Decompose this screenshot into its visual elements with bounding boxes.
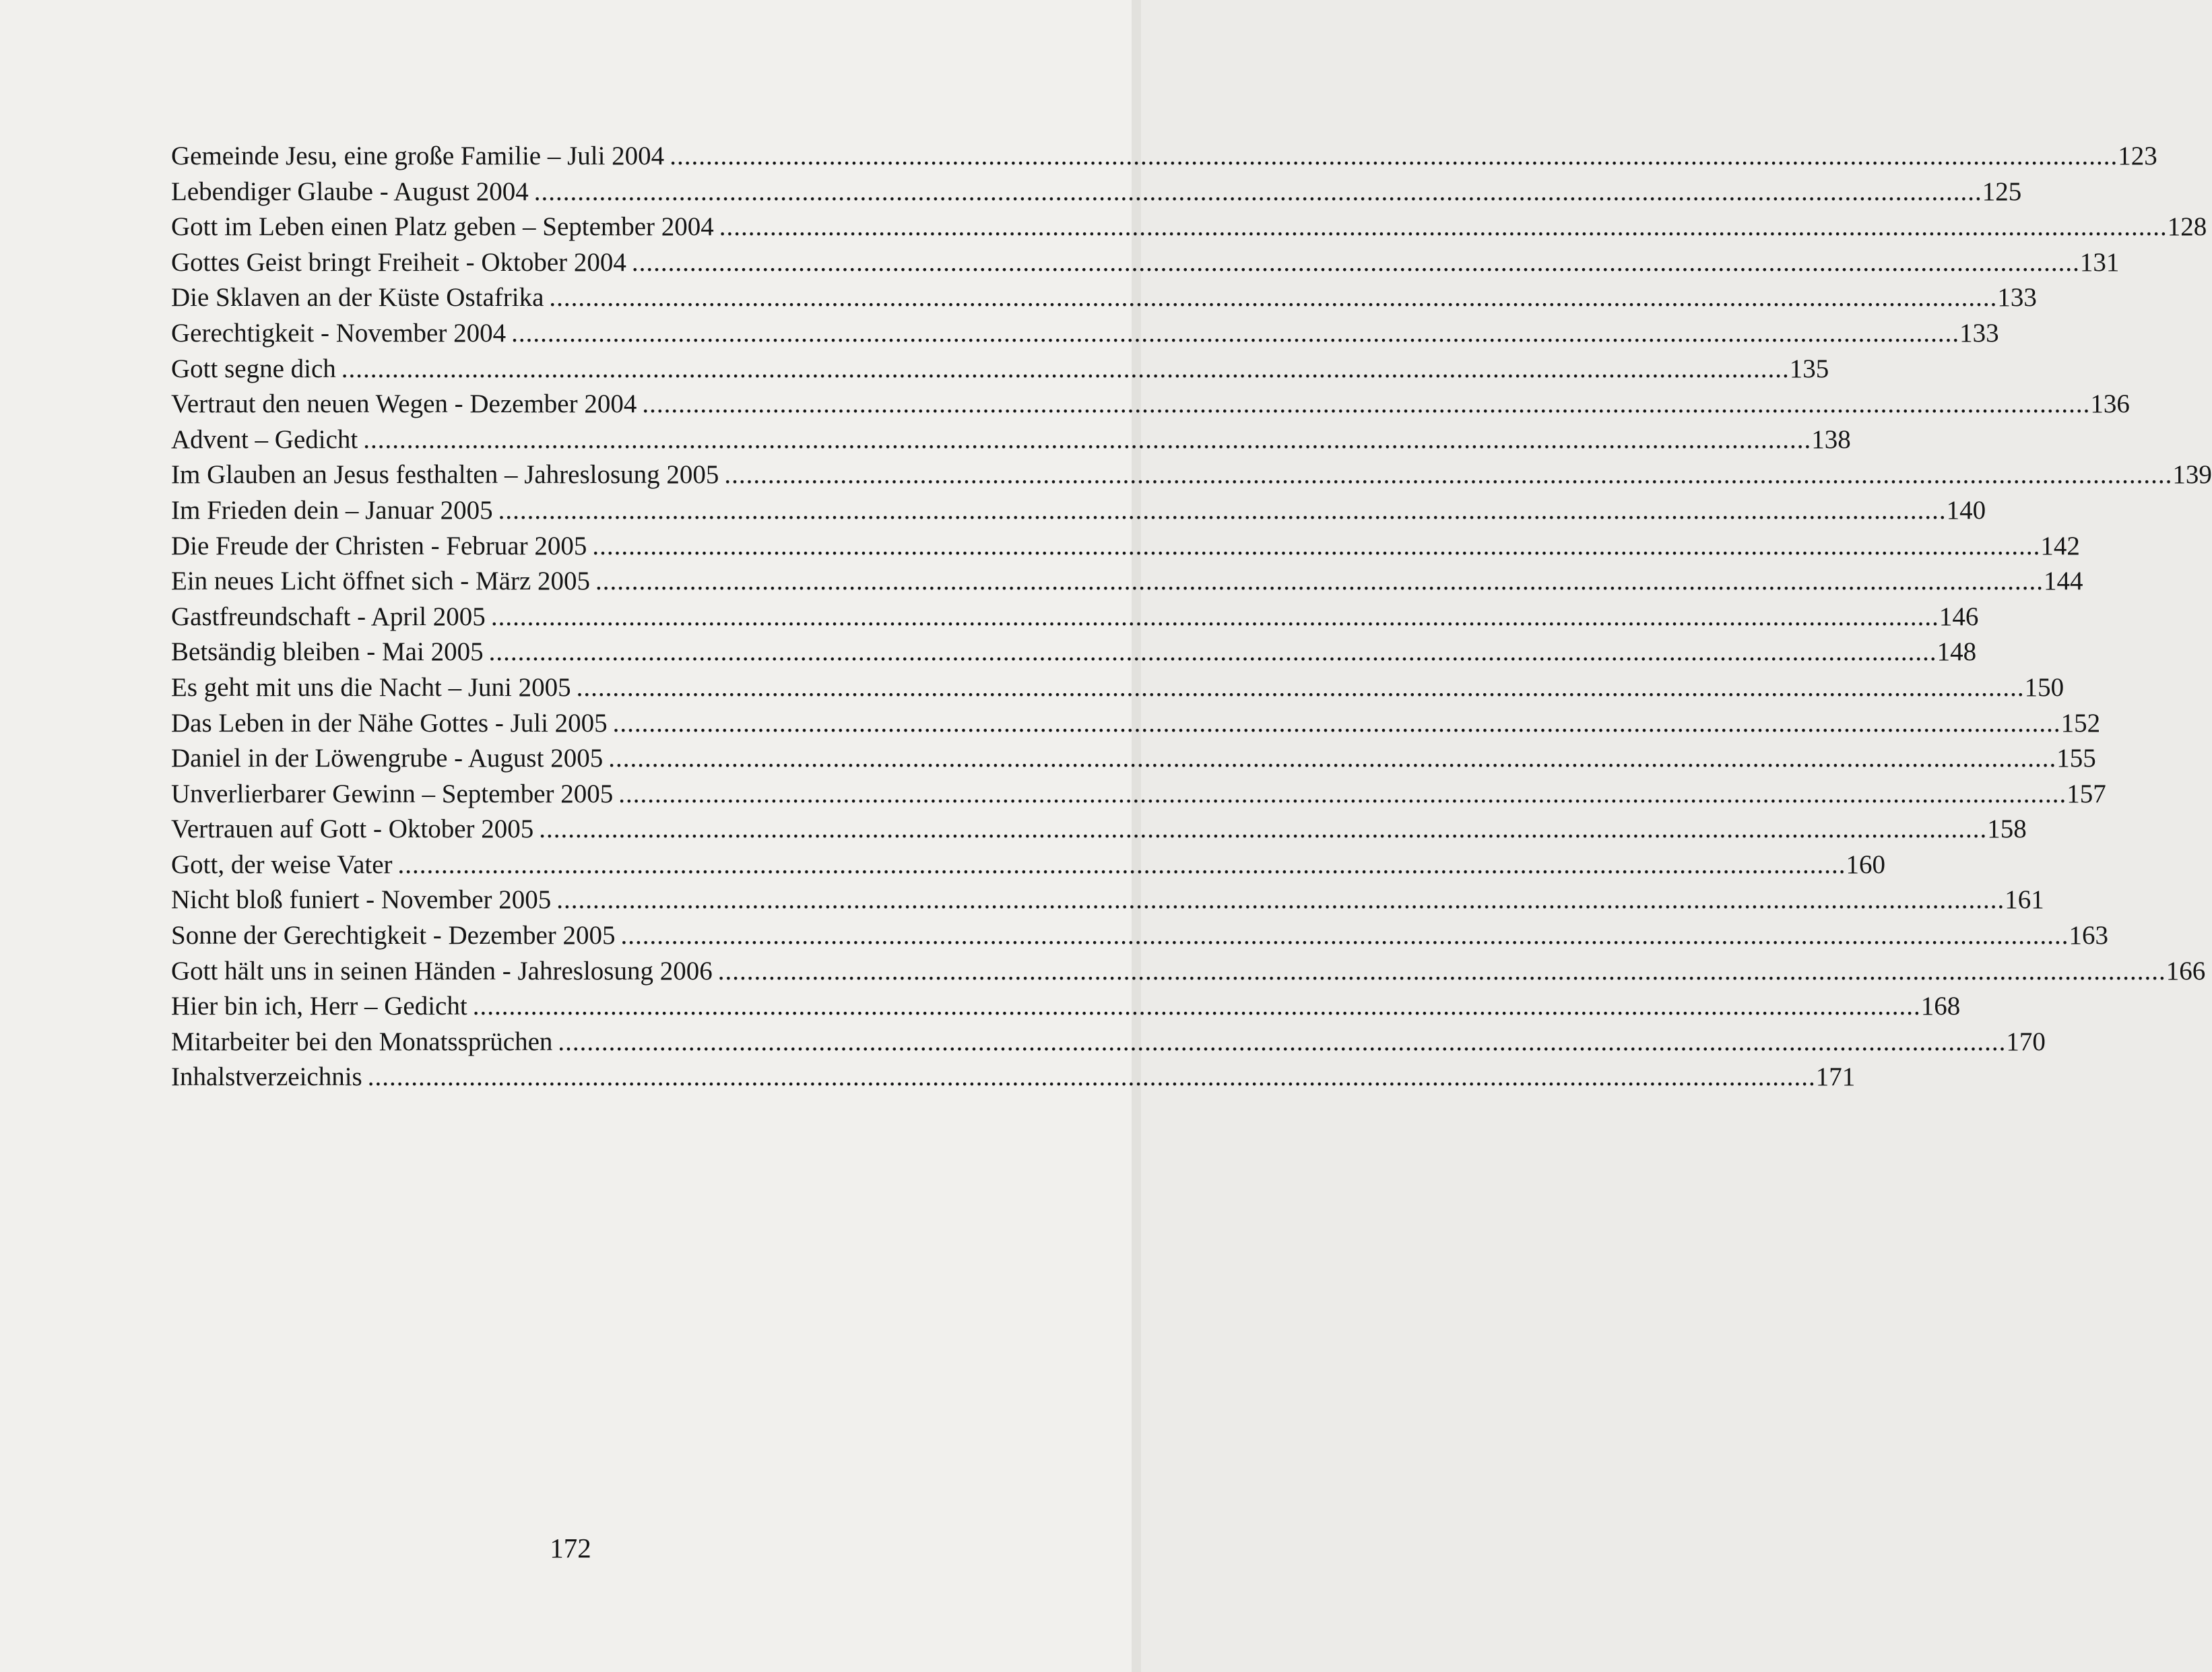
toc-dot-leader: ........................................................................................................................................................................................................	[363, 424, 1812, 454]
toc-entry	[171, 635, 1977, 670]
toc-entry-page: 148	[1937, 637, 1977, 667]
toc-dot-leader: ........................................................................................................................................................................................................	[608, 744, 2057, 773]
toc-entry	[171, 245, 2120, 281]
toc-entry-title: Nicht bloß funiert - November 2005	[171, 885, 552, 915]
toc-entry-page: 144	[2044, 567, 2083, 596]
toc-entry	[171, 280, 2037, 316]
toc-entry-title: Gemeinde Jesu, eine große Familie – Juli 2004	[171, 141, 665, 170]
toc-entry-page: 150	[2024, 672, 2064, 702]
toc-entry-title: Gott hält uns in seinen Händen - Jahreslosung 2006	[171, 956, 713, 986]
toc-entry-title: Ein neues Licht öffnet sich - März 2005	[171, 567, 591, 596]
toc-entry-page: 166	[2166, 956, 2206, 986]
toc-entry	[171, 352, 1829, 387]
toc-entry	[171, 812, 2027, 847]
toc-entry	[171, 1060, 1856, 1095]
toc-entry-title: Hier bin ich, Herr – Gedicht	[171, 992, 467, 1021]
toc-entry-title: Daniel in der Löwengrube - August 2005	[171, 744, 604, 773]
toc-dot-leader: ........................................................................................................................................................................................................	[472, 992, 1921, 1021]
toc-dot-leader: ........................................................................................................................................................................................................	[618, 779, 2067, 808]
toc-entry-page: 171	[1815, 1062, 1856, 1092]
toc-entry	[171, 457, 2212, 493]
toc-entry-title: Gerechtigkeit - November 2004	[171, 318, 507, 348]
toc-entry-page: 133	[1959, 318, 1999, 348]
toc-entry-title: Betsändig bleiben - Mai 2005	[171, 637, 484, 667]
page-number: 172	[550, 1533, 591, 1564]
toc-dot-leader: ........................................................................................................................................................................................................	[642, 389, 2091, 419]
toc-dot-leader: ........................................................................................................................................................................................................	[533, 176, 1982, 206]
toc-entry	[171, 989, 1961, 1025]
toc-entry	[171, 174, 2022, 210]
toc-dot-leader: ........................................................................................................................................................................................................	[592, 531, 2041, 560]
toc-entry-title: Das Leben in der Nähe Gottes - Juli 2005	[171, 708, 608, 738]
toc-entry-title: Inhalstverzeichnis	[171, 1062, 362, 1092]
toc-entry	[171, 422, 1851, 458]
toc-entry	[171, 882, 2044, 918]
toc-dot-leader: ........................................................................................................................................................................................................	[670, 141, 2118, 170]
toc-entry-page: 138	[1811, 424, 1851, 454]
toc-entry	[171, 670, 2064, 706]
toc-dot-leader: ........................................................................................................................................................................................................	[724, 460, 2173, 490]
toc-entry-title: Sonne der Gerechtigkeit - Dezember 2005	[171, 921, 616, 951]
toc-entry-page: 160	[1846, 849, 1886, 879]
toc-entry-page: 161	[2005, 885, 2044, 915]
toc-entry-title: Im Frieden dein – Januar 2005	[171, 495, 493, 525]
toc-dot-leader: ........................................................................................................................................................................................................	[717, 956, 2166, 986]
toc-entry-title: Unverlierbarer Gewinn – September 2005	[171, 779, 614, 808]
toc-dot-leader: ........................................................................................................................................................................................................	[549, 283, 1998, 313]
toc-dot-leader: ........................................................................................................................................................................................................	[719, 212, 2168, 242]
toc-entry	[171, 210, 2207, 245]
toc-entry-title: Lebendiger Glaube - August 2004	[171, 176, 529, 206]
toc-dot-leader: ........................................................................................................................................................................................................	[612, 708, 2061, 738]
toc-entry-title: Es geht mit uns die Nacht – Juni 2005	[171, 672, 571, 702]
toc-entry-page: 123	[2118, 141, 2157, 170]
toc-entry-title: Im Glauben an Jesus festhalten – Jahreslosung 2005	[171, 460, 719, 490]
toc-dot-leader: ........................................................................................................................................................................................................	[556, 885, 2005, 915]
toc-entry	[171, 777, 2106, 812]
toc-entry	[171, 564, 2083, 600]
toc-entry	[171, 316, 1999, 352]
toc-entry-title: Gottes Geist bringt Freiheit - Oktober 2004	[171, 247, 626, 277]
toc-entry-page: 135	[1789, 354, 1829, 383]
toc-dot-leader: ........................................................................................................................................................................................................	[558, 1027, 2007, 1056]
toc-entry	[171, 600, 1979, 635]
toc-entry-page: 168	[1920, 992, 1961, 1021]
toc-entry-title: Gott segne dich	[171, 354, 336, 383]
toc-entry-page: 155	[2056, 744, 2096, 773]
toc-dot-leader: ........................................................................................................................................................................................................	[397, 849, 1846, 879]
toc-entry-page: 146	[1939, 602, 1979, 631]
toc-entry-page: 139	[2172, 460, 2212, 490]
toc-entry-page: 152	[2060, 708, 2101, 738]
toc-entry-title: Gastfreundschaft - April 2005	[171, 602, 486, 631]
toc-entry	[171, 741, 2096, 777]
toc-dot-leader: ........................................................................................................................................................................................................	[595, 567, 2044, 596]
toc-entry-title: Vertraut den neuen Wegen - Dezember 2004	[171, 389, 637, 419]
toc-entry	[171, 706, 2101, 742]
toc-dot-leader: ........................................................................................................................................................................................................	[498, 495, 1947, 525]
toc-entry-page: 157	[2067, 779, 2106, 808]
toc-entry-title: Vertrauen auf Gott - Oktober 2005	[171, 814, 534, 844]
toc-entry-title: Advent – Gedicht	[171, 424, 358, 454]
toc-dot-leader: ........................................................................................................................................................................................................	[631, 247, 2080, 277]
toc-entry-page: 133	[1997, 283, 2037, 313]
toc-dot-leader: ........................................................................................................................................................................................................	[367, 1062, 1816, 1092]
toc-entry-page: 140	[1946, 495, 1986, 525]
toc-entry-page: 170	[2006, 1027, 2046, 1056]
toc-entry-page: 128	[2167, 212, 2207, 242]
toc-entry-page: 136	[2090, 389, 2130, 419]
toc-dot-leader: ........................................................................................................................................................................................................	[576, 672, 2025, 702]
toc-entry	[171, 1025, 2046, 1060]
toc-entry	[171, 493, 1986, 529]
toc-entry-title: Mitarbeiter bei den Monatssprüchen	[171, 1027, 553, 1056]
toc-entry-title: Gott, der weise Vater	[171, 849, 393, 879]
toc-entry-page: 131	[2079, 247, 2120, 277]
toc-entry	[171, 387, 2130, 422]
toc-entry-title: Die Sklaven an der Küste Ostafrika	[171, 283, 544, 313]
toc-entry-page: 142	[2040, 531, 2080, 560]
toc-entry-page: 158	[1987, 814, 2027, 844]
toc-entry-page: 163	[2069, 921, 2108, 951]
toc-dot-leader: ........................................................................................................................................................................................................	[341, 354, 1790, 383]
toc-entry-page: 125	[1982, 176, 2022, 206]
toc-entry-title: Gott im Leben einen Platz geben – September 2004	[171, 212, 714, 242]
toc-dot-leader: ........................................................................................................................................................................................................	[620, 921, 2069, 951]
table-of-contents	[171, 139, 2212, 1095]
toc-dot-leader: ........................................................................................................................................................................................................	[488, 637, 1937, 667]
toc-entry	[171, 954, 2206, 990]
toc-entry	[171, 847, 1886, 883]
toc-entry	[171, 918, 2108, 954]
toc-entry	[171, 529, 2080, 565]
toc-entry	[171, 139, 2157, 174]
toc-entry-title: Die Freude der Christen - Februar 2005	[171, 531, 587, 560]
toc-dot-leader: ........................................................................................................................................................................................................	[539, 814, 1988, 844]
toc-dot-leader: ........................................................................................................................................................................................................	[490, 602, 1939, 631]
toc-dot-leader: ........................................................................................................................................................................................................	[511, 318, 1960, 348]
